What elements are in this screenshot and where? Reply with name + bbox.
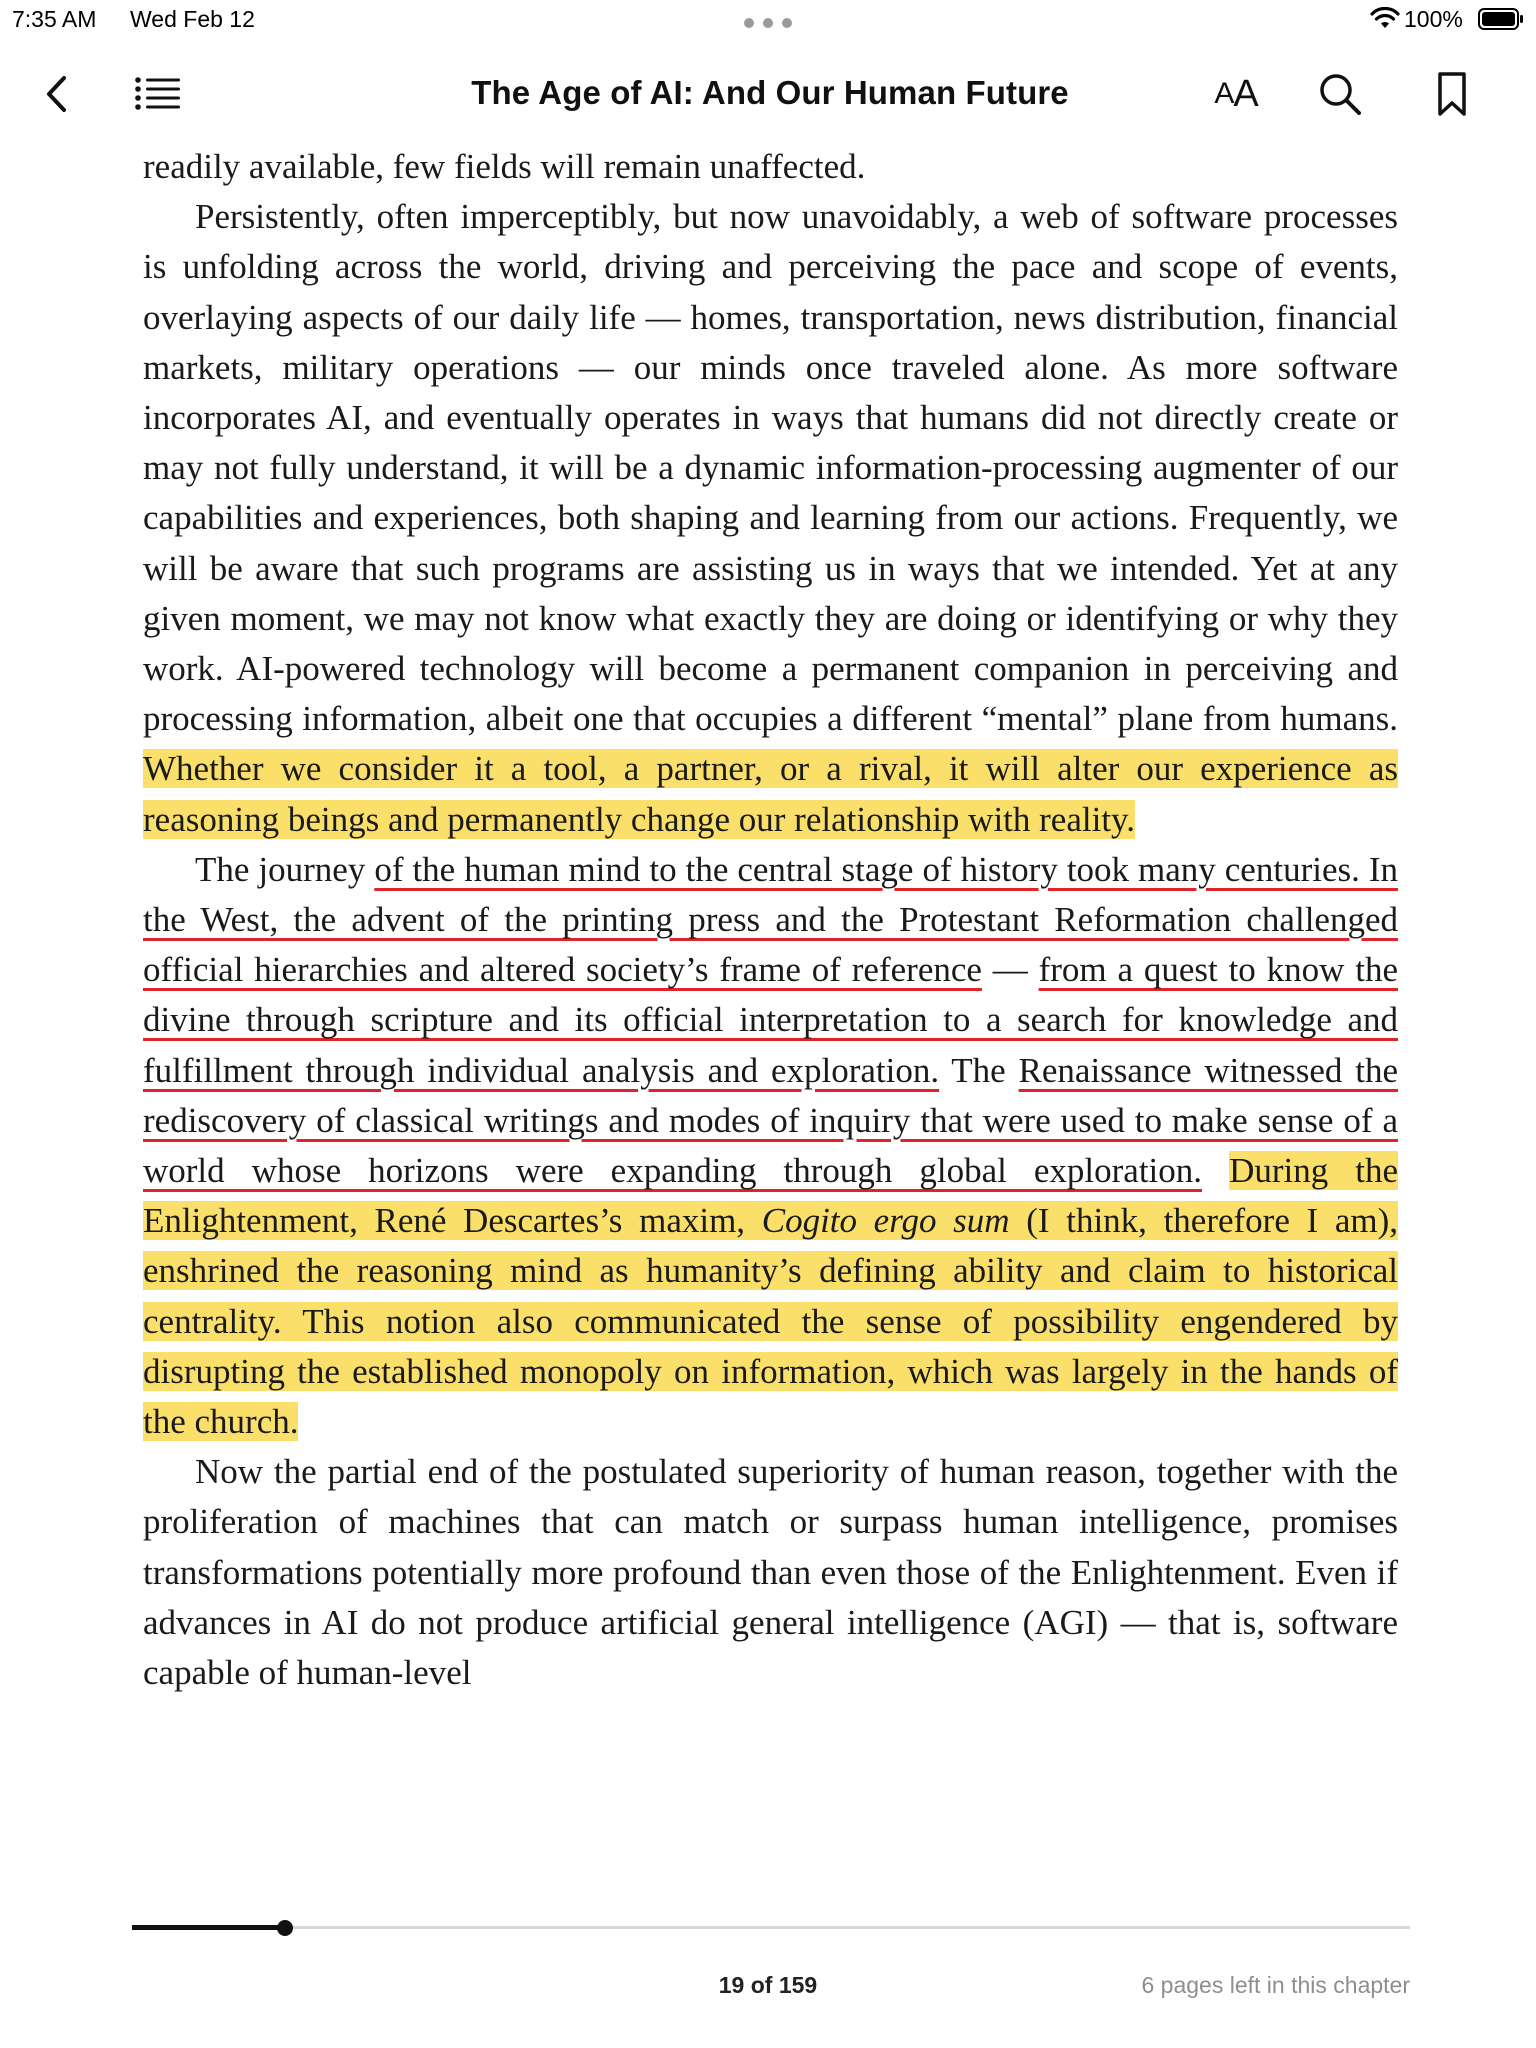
bookmark-icon [1437, 71, 1467, 117]
status-bar [0, 0, 1536, 40]
underline-red-3[interactable]: Renaissance witnessed the rediscovery of classical writings and modes of inquiry that were used to make sense of a world whose horizons were expanding through global exploration. [143, 1050, 1398, 1191]
paragraph-1[interactable]: readily available, few fields will remain unaffected. [143, 147, 866, 186]
table-of-contents-icon [135, 77, 181, 111]
search-icon [1318, 72, 1362, 116]
highlight-yellow-1[interactable]: Whether we consider it a tool, a partner, or a rival, it will alter our experience as reasoning beings and permanently change our relationship with reality. [143, 749, 1398, 839]
progress-fill [132, 1925, 285, 1930]
multitask-dots-icon[interactable] [744, 18, 792, 28]
page-indicator: 19 of 159 [718, 1972, 818, 1998]
status-date: Wed Feb 12 [130, 6, 255, 32]
progress-knob[interactable] [277, 1920, 293, 1936]
battery-icon [1478, 8, 1524, 30]
reading-progress-slider[interactable] [132, 1918, 1410, 1938]
back-chevron-icon [44, 74, 68, 114]
chapter-pages-remaining: 6 pages left in this chapter [1141, 1972, 1410, 1998]
book-page-text[interactable] [143, 142, 1398, 1698]
paragraph-2[interactable] [143, 192, 1398, 845]
back-button[interactable] [26, 64, 86, 124]
font-button-small-a: A [1214, 77, 1234, 110]
table-of-contents-button[interactable] [128, 64, 188, 124]
paragraph-4[interactable]: Now the partial end of the postulated superiority of human reason, together with the proliferation of machines that can match or surpass human intelligence, promises transformations potentially more profound than even those of the Enlightenment. Even if advances in AI do not produce artificial general intelligence (AGI) — that is, software capable of human-level [143, 1452, 1398, 1693]
bookmark-button[interactable] [1422, 64, 1482, 124]
font-button-large-a: A [1233, 72, 1258, 115]
paragraph-2-text: Persistently, often imperceptibly, but now unavoidably, a web of software processes is unfolding across the world, driving and perceiving the pace and scope of events, overlaying aspects of our daily life — homes, transportation, news distribution, financial markets, military operations — our minds once traveled alone. As more software incorporates AI, and eventually operates in ways that humans did not directly create or may not fully understand, it will be a dynamic information-processing augmenter of our capabilities and experiences, both shaping and learning from our actions. Frequently, we will be aware that such programs are assisting us in ways that we intended. Yet at any given moment, we may not know what exactly they are doing or identifying or why they work. AI-powered technology will become a permanent companion in perceiving and processing information, albeit one that occupies a different “mental” plane from humans. [143, 197, 1398, 739]
reader-toolbar [0, 52, 1536, 132]
highlight-yellow-2[interactable] [143, 1151, 1398, 1441]
search-button[interactable] [1310, 64, 1370, 124]
underline-red-2[interactable]: from a quest to know the divine through scripture and its official interpretation to a search for knowledge and fulfillment through individual analysis and exploration. [143, 950, 1399, 1090]
paragraph-3[interactable] [143, 845, 1398, 1447]
status-time: 7:35 AM [12, 6, 97, 32]
underline-red-1[interactable]: of the human mind to the central stage of history took many centuries. In the West, the advent of the printing press and the Protestant Reformation challenged official hierarchies and altered society’s frame of reference [143, 849, 1398, 990]
battery-percent: 100% [1404, 6, 1463, 32]
paragraph-3-dash: — [981, 950, 1039, 990]
font-settings-button[interactable] [1198, 64, 1274, 124]
highlight-2-part-a: During the Enlightenment, René Descartes’s maxim, [143, 1151, 1398, 1241]
wifi-icon [1370, 7, 1400, 29]
book-title: The Age of AI: And Our Human Future [471, 74, 1069, 111]
highlight-2-part-b: (I think, therefore I am), enshrined the reasoning mind as humanity’s defining ability and claim to historical centrality. This notion also communicated the sense of possibility engendered by disrupting the established monopoly on information, which was largely in the hands of the church. [143, 1201, 1399, 1442]
progress-track [132, 1926, 1410, 1929]
paragraph-3-mid: The [939, 1050, 1019, 1090]
highlight-2-latin-maxim: Cogito ergo sum [761, 1201, 1010, 1241]
paragraph-3-lead: The journey [195, 849, 375, 889]
